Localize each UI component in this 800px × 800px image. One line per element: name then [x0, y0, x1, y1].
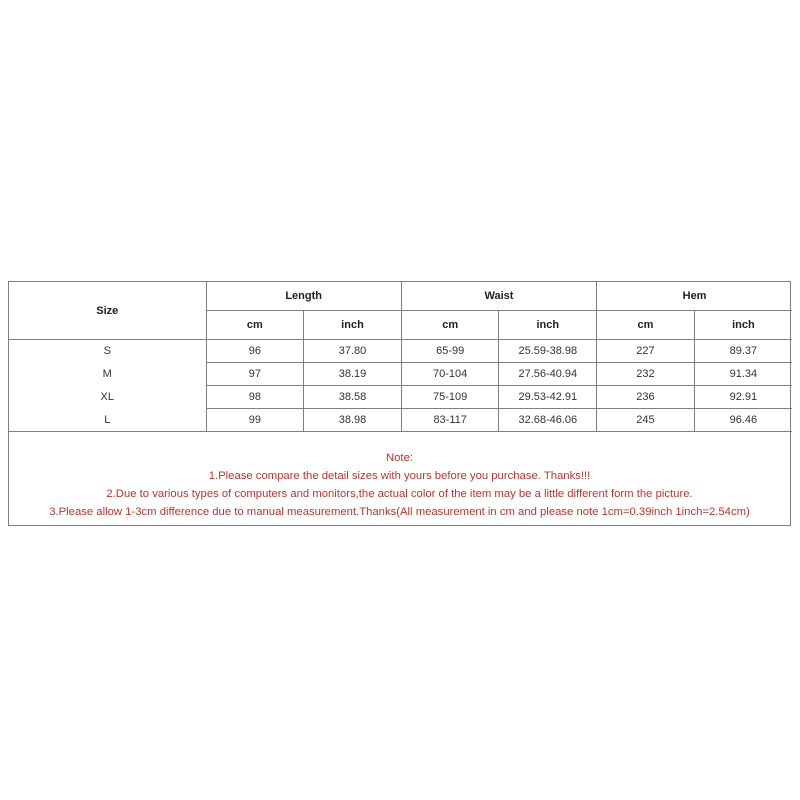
size-cell: XL — [9, 386, 206, 409]
hem-inch-cell: 91.34 — [694, 363, 792, 386]
hem-cm-header: cm — [597, 311, 695, 340]
size-cell: L — [9, 409, 206, 432]
waist-inch-header: inch — [499, 311, 597, 340]
length-group-header: Length — [206, 282, 401, 311]
note-title: Note: — [385, 452, 413, 464]
waist-cm-cell: 75-109 — [401, 386, 499, 409]
note-line-3: 3.Please allow 1-3cm difference due to manual measurement.Thanks(All measurement in cm and please note 1cm=0.39inch 1inch=2.54cm) — [49, 506, 750, 518]
waist-cm-header: cm — [401, 311, 499, 340]
table-row — [9, 340, 792, 363]
length-inch-cell: 38.98 — [304, 409, 402, 432]
hem-inch-header: inch — [694, 311, 792, 340]
waist-inch-cell: 29.53-42.91 — [499, 386, 597, 409]
length-cm-cell: 97 — [206, 363, 304, 386]
note-line-1: 1.Please compare the detail sizes with yours before you purchase. Thanks!!! — [208, 470, 591, 482]
length-cm-cell: 96 — [206, 340, 304, 363]
table-row — [9, 363, 792, 386]
hem-inch-cell: 96.46 — [694, 409, 792, 432]
size-column-header: Size — [9, 282, 206, 340]
length-cm-cell: 98 — [206, 386, 304, 409]
waist-cm-cell: 65-99 — [401, 340, 499, 363]
notes-section — [9, 432, 790, 525]
waist-cm-cell: 70-104 — [401, 363, 499, 386]
waist-group-header: Waist — [401, 282, 596, 311]
size-chart — [8, 281, 791, 526]
size-table — [9, 282, 792, 432]
size-cell: M — [9, 363, 206, 386]
hem-inch-cell: 89.37 — [694, 340, 792, 363]
group-header-row — [9, 282, 792, 311]
hem-cm-cell: 245 — [597, 409, 695, 432]
waist-cm-cell: 83-117 — [401, 409, 499, 432]
size-cell: S — [9, 340, 206, 363]
table-row — [9, 409, 792, 432]
length-inch-cell: 37.80 — [304, 340, 402, 363]
hem-cm-cell: 227 — [597, 340, 695, 363]
hem-group-header: Hem — [597, 282, 792, 311]
waist-inch-cell: 25.59-38.98 — [499, 340, 597, 363]
length-cm-header: cm — [206, 311, 304, 340]
length-cm-cell: 99 — [206, 409, 304, 432]
table-row — [9, 386, 792, 409]
hem-cm-cell: 232 — [597, 363, 695, 386]
length-inch-cell: 38.19 — [304, 363, 402, 386]
waist-inch-cell: 32.68-46.06 — [499, 409, 597, 432]
length-inch-cell: 38.58 — [304, 386, 402, 409]
waist-inch-cell: 27.56-40.94 — [499, 363, 597, 386]
note-line-2: 2.Due to various types of computers and monitors,the actual color of the item may be a little different form the picture. — [106, 488, 693, 500]
hem-cm-cell: 236 — [597, 386, 695, 409]
hem-inch-cell: 92.91 — [694, 386, 792, 409]
length-inch-header: inch — [304, 311, 402, 340]
